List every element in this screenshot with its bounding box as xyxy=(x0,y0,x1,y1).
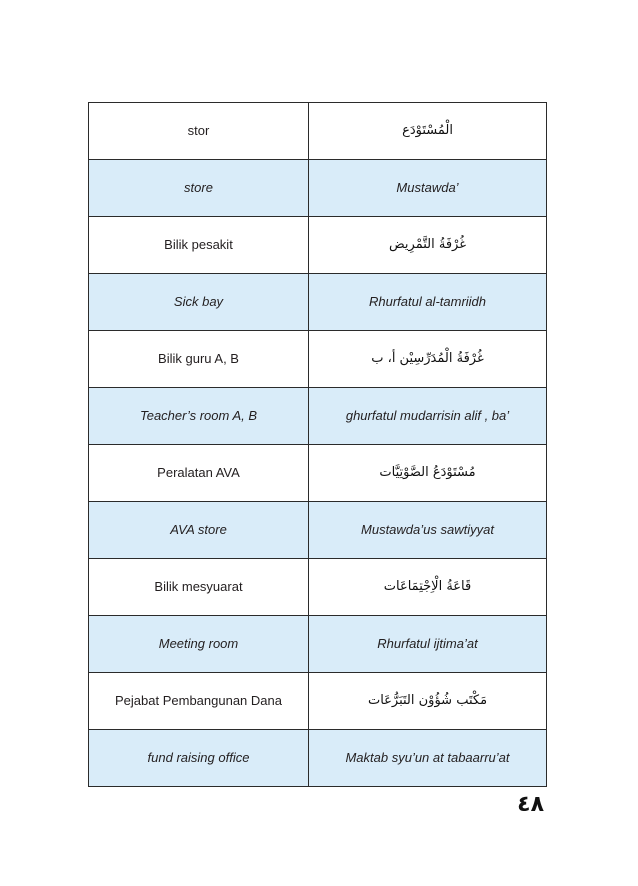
malay-term: Peralatan AVA xyxy=(89,445,309,502)
transliteration: Mustawda’us sawtiyyat xyxy=(309,502,547,559)
transliteration: Rhurfatul ijtima’at xyxy=(309,616,547,673)
table-row xyxy=(89,445,547,502)
transliteration: Mustawda’ xyxy=(309,160,547,217)
transliteration: ghurfatul mudarrisin alif , ba’ xyxy=(309,388,547,445)
english-translation: fund raising office xyxy=(89,730,309,787)
table-row xyxy=(89,616,547,673)
table-row xyxy=(89,103,547,160)
english-translation: Teacher’s room A, B xyxy=(89,388,309,445)
english-translation: Sick bay xyxy=(89,274,309,331)
english-translation: Meeting room xyxy=(89,616,309,673)
arabic-term: غُرْفَةُ التَّمْرِيض xyxy=(309,217,547,274)
table-row xyxy=(89,217,547,274)
table-row xyxy=(89,274,547,331)
arabic-term: الْمُسْتَوْدَع xyxy=(309,103,547,160)
table-row xyxy=(89,331,547,388)
table-row xyxy=(89,502,547,559)
malay-term: Bilik guru A, B xyxy=(89,331,309,388)
malay-term: stor xyxy=(89,103,309,160)
transliteration: Rhurfatul al-tamriidh xyxy=(309,274,547,331)
table-row xyxy=(89,673,547,730)
english-translation: store xyxy=(89,160,309,217)
arabic-term: مُسْتَوْدَعُ الصَّوْتِيَّات xyxy=(309,445,547,502)
table-row xyxy=(89,730,547,787)
table-row xyxy=(89,559,547,616)
malay-term: Bilik mesyuarat xyxy=(89,559,309,616)
transliteration: Maktab syu’un at tabaarru’at xyxy=(309,730,547,787)
arabic-term: مَكْتَب شُؤُوْن التَبَرُّعَات xyxy=(309,673,547,730)
table-row xyxy=(89,388,547,445)
english-translation: AVA store xyxy=(89,502,309,559)
table-row xyxy=(89,160,547,217)
arabic-term: قَاعَةُ الْاِجْتِمَاعَات xyxy=(309,559,547,616)
malay-term: Bilik pesakit xyxy=(89,217,309,274)
arabic-term: غُرْفَةُ الْمُدَرِّسِيْن أ، ب xyxy=(309,331,547,388)
page-number: ٤٨ xyxy=(517,792,544,817)
malay-term: Pejabat Pembangunan Dana xyxy=(89,673,309,730)
vocabulary-table xyxy=(88,102,547,787)
